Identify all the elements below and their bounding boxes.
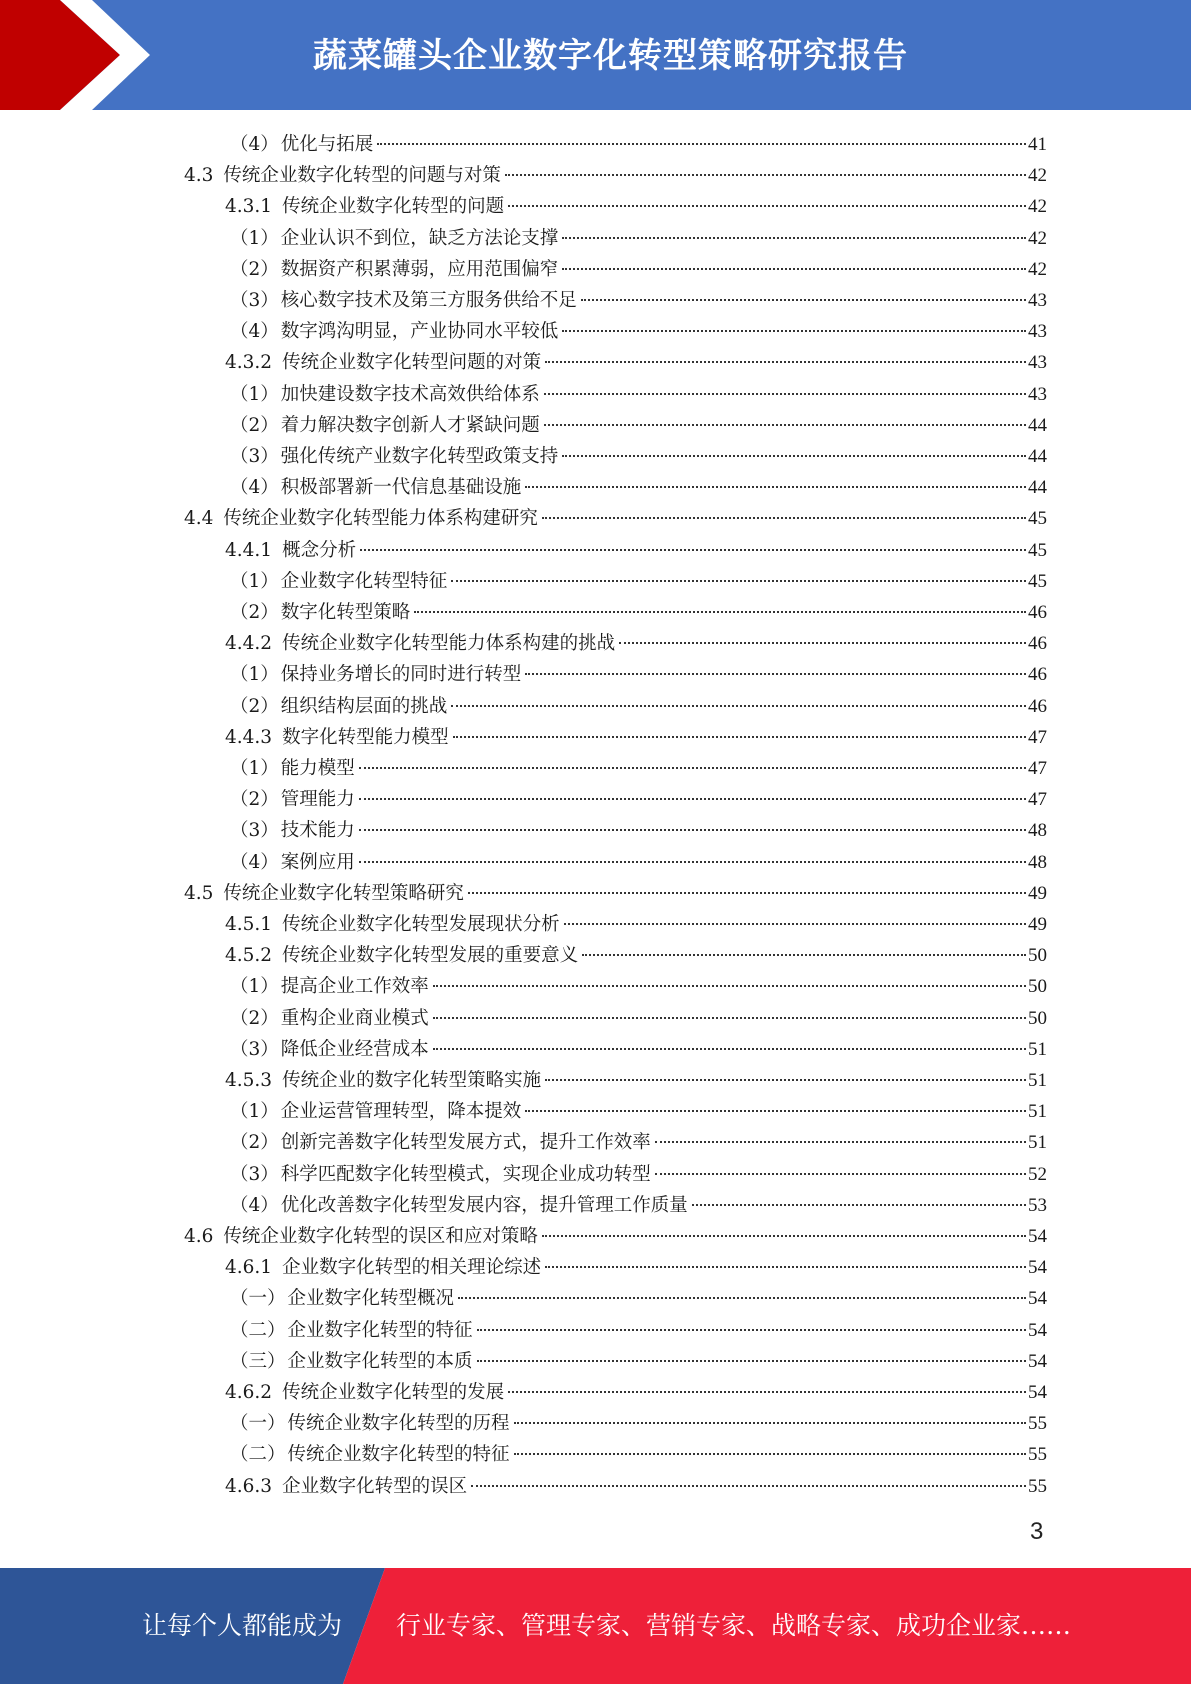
toc-entry-page: 47 — [1028, 726, 1047, 748]
toc-dot-leader — [544, 424, 1026, 426]
toc-entry-page: 50 — [1028, 1007, 1047, 1029]
toc-entry-page: 55 — [1028, 1444, 1047, 1466]
toc-entry-number: （4） — [230, 321, 279, 343]
toc-entry-label: 传统企业数字化转型能力体系构建的挑战 — [282, 633, 616, 655]
toc-entry-number: （三） — [230, 1350, 286, 1372]
toc-entry-label: 传统企业数字化转型策略研究 — [223, 882, 464, 904]
toc-dot-leader — [655, 1173, 1026, 1175]
toc-dot-leader — [562, 455, 1026, 457]
toc-entry-label: 数字化转型策略 — [280, 602, 411, 623]
toc-entry-label: 企业数字化转型的相关理论综述 — [282, 1257, 542, 1279]
toc-entry-number: （4） — [230, 477, 279, 499]
toc-entry-page: 47 — [1028, 758, 1047, 779]
toc-entry[interactable] — [230, 129, 1047, 160]
toc-entry-number: 4.4 — [184, 508, 214, 530]
toc-entry-number: （4） — [230, 1194, 279, 1216]
toc-entry-number: 4.6.3 — [225, 1475, 273, 1497]
toc-entry-label: 企业数字化转型的本质 — [287, 1350, 473, 1372]
toc-entry-number: （1） — [230, 976, 279, 998]
toc-entry[interactable] — [230, 566, 1047, 597]
toc-dot-leader — [545, 1079, 1026, 1081]
toc-entry[interactable] — [184, 1221, 1047, 1252]
toc-entry-page: 46 — [1028, 602, 1047, 623]
toc-entry[interactable] — [225, 722, 1047, 753]
toc-entry-label: 组织结构层面的挑战 — [280, 695, 448, 717]
toc-entry-number: 4.5.2 — [225, 945, 273, 967]
toc-entry-label: 提高企业工作效率 — [280, 976, 429, 998]
toc-entry[interactable] — [230, 1346, 1047, 1377]
toc-entry-label: 企业数字化转型的特征 — [287, 1319, 473, 1341]
toc-entry[interactable] — [225, 628, 1047, 659]
toc-entry-label: 管理能力 — [280, 789, 355, 811]
toc-dot-leader — [359, 798, 1026, 800]
toc-entry-page: 44 — [1028, 414, 1047, 436]
toc-entry-page: 54 — [1028, 1319, 1047, 1341]
toc-entry[interactable] — [230, 847, 1047, 878]
toc-entry-page: 48 — [1028, 851, 1047, 873]
toc-entry-label: 传统企业数字化转型的发展 — [282, 1382, 505, 1403]
toc-dot-leader — [544, 393, 1026, 395]
toc-entry-page: 42 — [1028, 196, 1047, 218]
toc-entry-number: （3） — [230, 446, 279, 467]
toc-entry[interactable] — [230, 659, 1047, 690]
toc-entry-label: 传统企业的数字化转型策略实施 — [282, 1070, 542, 1091]
toc-entry-label: 重构企业商业模式 — [280, 1007, 429, 1029]
footer-slogan-left: 让每个人都能成为 — [142, 1611, 343, 1640]
toc-entry-page: 42 — [1028, 227, 1047, 249]
toc-entry-label: 传统企业数字化转型的问题与对策 — [223, 165, 501, 187]
toc-entry[interactable] — [225, 1252, 1047, 1283]
toc-entry-number: 4.6.1 — [225, 1257, 273, 1279]
toc-entry-number: （1） — [230, 1101, 279, 1123]
toc-dot-leader — [433, 1048, 1026, 1050]
toc-entry-number: （2） — [230, 789, 279, 811]
toc-entry[interactable] — [230, 753, 1047, 784]
toc-dot-leader — [508, 205, 1026, 207]
toc-entry-number: 4.6.2 — [225, 1382, 273, 1403]
toc-entry[interactable] — [225, 1471, 1047, 1502]
toc-entry-label: 数据资产积累薄弱，应用范围偏窄 — [280, 258, 559, 280]
toc-entry[interactable] — [230, 784, 1047, 815]
toc-entry-label: 传统企业数字化转型发展的重要意义 — [282, 945, 579, 967]
toc-dot-leader — [564, 923, 1026, 925]
toc-dot-leader — [545, 361, 1026, 363]
toc-entry-label: 创新完善数字化转型发展方式，提升工作效率 — [280, 1132, 651, 1154]
toc-entry-page: 42 — [1028, 165, 1047, 187]
toc-entry[interactable] — [184, 160, 1047, 191]
toc-entry[interactable] — [225, 347, 1047, 378]
toc-entry[interactable] — [230, 1439, 1047, 1470]
toc-dot-leader — [451, 705, 1026, 707]
toc-entry[interactable] — [230, 472, 1047, 503]
toc-dot-leader — [468, 892, 1026, 894]
toc-dot-leader — [433, 1017, 1026, 1019]
toc-entry[interactable] — [230, 285, 1047, 316]
toc-entry-page: 43 — [1028, 383, 1047, 405]
toc-dot-leader — [542, 1235, 1026, 1237]
page-number: 3 — [1030, 1518, 1044, 1545]
toc-entry-label: 传统企业数字化转型的问题 — [282, 196, 505, 218]
toc-entry-label: 传统企业数字化转型问题的对策 — [282, 352, 542, 374]
toc-entry[interactable] — [225, 1377, 1047, 1408]
toc-entry-number: 4.4.3 — [225, 726, 273, 748]
toc-dot-leader — [619, 642, 1026, 644]
toc-dot-leader — [471, 1485, 1026, 1487]
toc-entry[interactable] — [230, 410, 1047, 441]
toc-dot-leader — [433, 985, 1026, 987]
toc-entry-number: （4） — [230, 134, 279, 155]
toc-entry-number: （1） — [230, 664, 279, 686]
toc-dot-leader — [359, 767, 1026, 769]
toc-dot-leader — [525, 486, 1026, 488]
toc-dot-leader — [451, 580, 1026, 582]
toc-entry[interactable] — [230, 1096, 1047, 1127]
toc-dot-leader — [414, 611, 1026, 613]
toc-dot-leader — [562, 330, 1026, 332]
toc-entry-page: 45 — [1028, 570, 1047, 592]
toc-entry-number: 4.6 — [184, 1226, 214, 1247]
toc-entry[interactable] — [230, 1127, 1047, 1158]
toc-entry[interactable] — [225, 909, 1047, 940]
toc-entry-number: （3） — [230, 1038, 279, 1060]
toc-entry[interactable] — [230, 597, 1047, 628]
toc-entry-number: （1） — [230, 758, 279, 779]
toc-entry-page: 44 — [1028, 446, 1047, 467]
toc-entry-page: 51 — [1028, 1070, 1047, 1091]
toc-dot-leader — [582, 954, 1026, 956]
toc-entry-label: 强化传统产业数字化转型政策支持 — [280, 446, 559, 467]
toc-dot-leader — [655, 1141, 1026, 1143]
toc-dot-leader — [453, 736, 1026, 738]
toc-entry-page: 51 — [1028, 1101, 1047, 1123]
toc-entry[interactable] — [230, 1190, 1047, 1221]
toc-entry-page: 49 — [1028, 882, 1047, 904]
toc-entry-number: 4.5.3 — [225, 1070, 273, 1091]
toc-entry[interactable] — [184, 503, 1047, 534]
toc-entry[interactable] — [230, 1315, 1047, 1346]
toc-entry-label: 能力模型 — [280, 758, 355, 779]
toc-entry-page: 54 — [1028, 1288, 1047, 1310]
toc-entry-page: 53 — [1028, 1194, 1047, 1216]
toc-entry-label: 数字鸿沟明显，产业协同水平较低 — [280, 321, 559, 343]
toc-entry-page: 43 — [1028, 290, 1047, 311]
toc-entry-label: 降低企业经营成本 — [280, 1038, 429, 1060]
toc-entry-label: 传统企业数字化转型的历程 — [287, 1413, 510, 1435]
toc-entry-number: （3） — [230, 820, 279, 842]
toc-entry-number: 4.3.1 — [225, 196, 273, 218]
toc-entry-label: 积极部署新一代信息基础设施 — [280, 477, 522, 499]
toc-entry-number: （3） — [230, 290, 279, 311]
toc-entry[interactable] — [184, 878, 1047, 909]
toc-entry-label: 数字化转型能力模型 — [282, 726, 449, 748]
toc-entry[interactable] — [230, 1003, 1047, 1034]
toc-entry-number: 4.4.1 — [225, 539, 273, 561]
toc-entry-number: （3） — [230, 1163, 279, 1185]
toc-entry-number: （2） — [230, 1007, 279, 1029]
toc-entry-page: 45 — [1028, 508, 1047, 530]
toc-entry-number: （一） — [230, 1413, 286, 1435]
toc-entry-page: 50 — [1028, 976, 1047, 998]
toc-entry-number: （2） — [230, 258, 279, 280]
toc-entry-page: 51 — [1028, 1132, 1047, 1154]
toc-entry-page: 55 — [1028, 1475, 1047, 1497]
toc-entry-label: 传统企业数字化转型能力体系构建研究 — [223, 508, 538, 530]
header-banner — [0, 0, 1191, 110]
toc-dot-leader — [377, 143, 1026, 145]
toc-entry-label: 着力解决数字创新人才紧缺问题 — [280, 414, 540, 436]
toc-dot-leader — [458, 1297, 1026, 1299]
toc-entry-number: （2） — [230, 414, 279, 436]
toc-entry-label: 传统企业数字化转型发展现状分析 — [282, 914, 560, 935]
toc-dot-leader — [545, 1266, 1026, 1268]
footer-banner — [0, 1568, 1191, 1684]
toc-dot-leader — [562, 237, 1026, 239]
toc-entry[interactable] — [230, 1159, 1047, 1190]
toc-entry-label: 传统企业数字化转型的特征 — [287, 1444, 510, 1466]
toc-entry-number: （1） — [230, 570, 279, 592]
toc-entry-page: 43 — [1028, 321, 1047, 343]
toc-entry[interactable] — [230, 379, 1047, 410]
toc-entry[interactable] — [225, 940, 1047, 971]
toc-dot-leader — [692, 1204, 1026, 1206]
toc-entry-label: 传统企业数字化转型的误区和应对策略 — [223, 1226, 538, 1247]
footer-slogan-right: 行业专家、管理专家、营销专家、战略专家、成功企业家…… — [396, 1611, 1072, 1640]
toc-dot-leader — [562, 268, 1026, 270]
toc-entry-label: 加快建设数字技术高效供给体系 — [280, 383, 540, 405]
toc-entry-label: 技术能力 — [280, 820, 355, 842]
toc-dot-leader — [508, 1391, 1026, 1393]
toc-dot-leader — [359, 861, 1026, 863]
toc-entry-page: 44 — [1028, 477, 1047, 499]
toc-entry-page: 54 — [1028, 1257, 1047, 1279]
document-title: 蔬菜罐头企业数字化转型策略研究报告 — [313, 36, 908, 76]
toc-entry-label: 概念分析 — [282, 539, 357, 561]
toc-dot-leader — [477, 1329, 1026, 1331]
toc-entry[interactable] — [230, 1283, 1047, 1314]
toc-entry[interactable] — [230, 223, 1047, 254]
toc-entry-number: （2） — [230, 602, 279, 623]
toc-entry[interactable] — [230, 1408, 1047, 1439]
toc-entry-page: 55 — [1028, 1413, 1047, 1435]
toc-entry[interactable] — [230, 815, 1047, 846]
toc-dot-leader — [514, 1422, 1026, 1424]
toc-entry-number: （2） — [230, 1132, 279, 1154]
toc-entry-label: 企业数字化转型概况 — [287, 1288, 455, 1310]
toc-dot-leader — [525, 1110, 1026, 1112]
toc-entry-number: 4.5.1 — [225, 914, 273, 935]
toc-entry-page: 43 — [1028, 352, 1047, 374]
toc-entry[interactable] — [230, 441, 1047, 472]
toc-entry-label: 企业数字化转型特征 — [280, 570, 448, 592]
toc-entry-page: 49 — [1028, 914, 1047, 935]
toc-entry[interactable] — [225, 535, 1047, 566]
toc-entry-page: 54 — [1028, 1382, 1047, 1403]
toc-entry-number: 4.3 — [184, 165, 214, 187]
toc-entry[interactable] — [225, 191, 1047, 222]
toc-entry-page: 46 — [1028, 664, 1047, 686]
toc-entry-page: 50 — [1028, 945, 1047, 967]
toc-entry[interactable] — [230, 254, 1047, 285]
toc-entry-number: （2） — [230, 695, 279, 717]
toc-entry-page: 54 — [1028, 1350, 1047, 1372]
toc-entry-page: 48 — [1028, 820, 1047, 842]
toc-entry[interactable] — [225, 1065, 1047, 1096]
toc-entry[interactable] — [230, 1034, 1047, 1065]
toc-entry-page: 45 — [1028, 539, 1047, 561]
toc-entry-label: 核心数字技术及第三方服务供给不足 — [280, 290, 577, 311]
toc-entry-number: （1） — [230, 227, 279, 249]
toc-entry-number: （二） — [230, 1319, 286, 1341]
toc-dot-leader — [581, 299, 1026, 301]
toc-entry-page: 52 — [1028, 1163, 1047, 1185]
toc-entry-page: 41 — [1028, 134, 1047, 155]
toc-entry-page: 46 — [1028, 633, 1047, 655]
toc-entry-page: 42 — [1028, 258, 1047, 280]
toc-entry-page: 47 — [1028, 789, 1047, 811]
toc-dot-leader — [525, 673, 1026, 675]
toc-entry-label: 企业认识不到位，缺乏方法论支撑 — [280, 227, 559, 249]
toc-entry-label: 企业运营管理转型，降本提效 — [280, 1101, 522, 1123]
toc-entry-number: （二） — [230, 1444, 286, 1466]
toc-entry-label: 科学匹配数字化转型模式，实现企业成功转型 — [280, 1163, 651, 1185]
toc-entry-label: 保持业务增长的同时进行转型 — [280, 664, 522, 686]
toc-entry-number: 4.4.2 — [225, 633, 273, 655]
toc-dot-leader — [360, 549, 1026, 551]
toc-dot-leader — [505, 174, 1026, 176]
toc-entry-number: 4.3.2 — [225, 352, 273, 374]
toc-dot-leader — [542, 517, 1026, 519]
toc-entry-label: 优化与拓展 — [280, 134, 374, 155]
toc-entry-label: 企业数字化转型的误区 — [282, 1475, 468, 1497]
toc-entry-page: 54 — [1028, 1226, 1047, 1247]
toc-entry[interactable] — [230, 316, 1047, 347]
toc-entry[interactable] — [230, 971, 1047, 1002]
toc-dot-leader — [514, 1453, 1026, 1455]
toc-dot-leader — [359, 829, 1026, 831]
toc-entry-page: 51 — [1028, 1038, 1047, 1060]
toc-entry-number: （1） — [230, 383, 279, 405]
toc-entry-number: （4） — [230, 851, 279, 873]
toc-entry-page: 46 — [1028, 695, 1047, 717]
toc-entry-number: （一） — [230, 1288, 286, 1310]
toc-dot-leader — [477, 1360, 1026, 1362]
toc-entry-label: 优化改善数字化转型发展内容，提升管理工作质量 — [280, 1194, 688, 1216]
toc-entry[interactable] — [230, 691, 1047, 722]
toc-entry-number: 4.5 — [184, 882, 214, 904]
toc-entry-label: 案例应用 — [280, 851, 355, 873]
